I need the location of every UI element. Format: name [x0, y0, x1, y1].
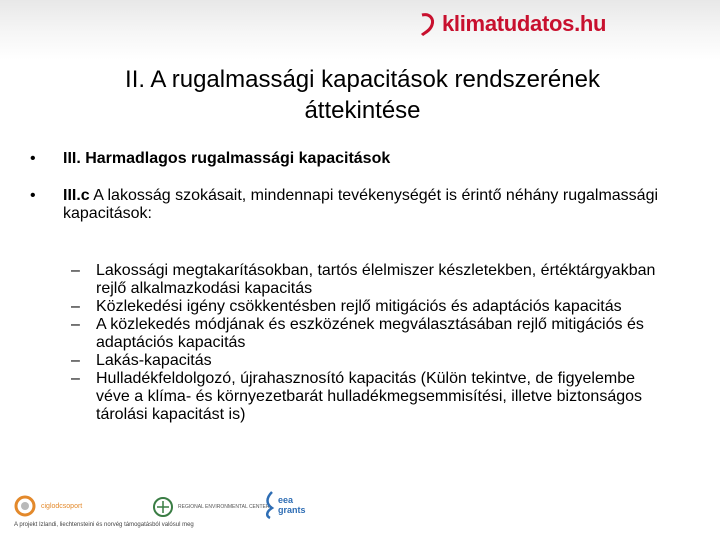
sub-text: Lakossági megtakarításokban, tartós élelmiszer készletekben, értéktárgyakban rejlő alkalmazkodási kapacitás: [96, 262, 656, 297]
bullet-marker: •: [30, 150, 36, 167]
sub-marker: –: [71, 316, 80, 333]
bullet-marker: •: [30, 187, 36, 204]
sub-item: [71, 352, 671, 370]
rec-logo-icon: [152, 496, 174, 518]
sub-marker: –: [71, 352, 80, 369]
footer-note: A projekt Izlandi, liechtensteini és norvég támogatásból valósul meg: [14, 522, 194, 528]
eea-grants-icon: [262, 490, 276, 520]
partner-logo-1-text: ciglodcsoport: [41, 502, 83, 510]
bullet-item: [30, 150, 680, 168]
klimatudatos-logo-icon: [418, 11, 438, 37]
partner-logo-1[interactable]: [12, 494, 82, 518]
eea-text: [278, 495, 306, 515]
sub-item: [71, 370, 671, 424]
partner-logo-3[interactable]: [262, 490, 306, 520]
footer-logos: [0, 484, 720, 540]
sub-item: [71, 262, 671, 298]
sub-marker: –: [71, 262, 80, 279]
title-line-1: II. A rugalmassági kapacitások rendszerének: [125, 66, 600, 93]
logo-text: klimatudatos.hu: [442, 11, 607, 36]
sub-text: A közlekedés módjának és eszközének megválasztásában rejlő mitigációs és adaptációs kapacitás: [96, 316, 644, 351]
bullet-strong: III. Harmadlagos rugalmassági kapacitások: [63, 150, 391, 167]
partner-logo-2-text: REGIONAL ENVIRONMENTAL CENTER: [178, 504, 270, 510]
sub-marker: –: [71, 298, 80, 315]
sub-item: [71, 316, 671, 352]
bullet-item: [30, 187, 680, 223]
swirl-logo-icon: [12, 494, 38, 518]
partner-logo-2[interactable]: [152, 496, 270, 518]
eea-text-bottom: grants: [278, 505, 306, 515]
slide-title: [40, 64, 685, 126]
title-line-2: áttekintése: [304, 97, 421, 124]
sub-item: [71, 298, 671, 316]
sub-marker: –: [71, 370, 80, 387]
bullet-list: [30, 150, 680, 223]
sub-list: [71, 262, 671, 424]
eea-text-top: eea: [278, 495, 294, 505]
sub-text: Lakás-kapacitás: [96, 352, 212, 369]
klimatudatos-logo[interactable]: [418, 8, 608, 40]
sub-text: Hulladékfeldolgozó, újrahasznosító kapacitás (Külön tekintve, de figyelembe véve a klíma- és környezetbarát hulladékmegsemmisítési, illetve biztonságos tárolási kapacitást is): [96, 370, 643, 423]
sub-text: Közlekedési igény csökkentésben rejlő mitigációs és adaptációs kapacitás: [96, 298, 622, 315]
bullet-text: A lakosság szokásait, mindennapi tevékenységét is érintő néhány rugalmassági kapacitások:: [63, 187, 659, 222]
bullet-strong: III.c: [63, 187, 90, 204]
header-band: [0, 0, 720, 60]
